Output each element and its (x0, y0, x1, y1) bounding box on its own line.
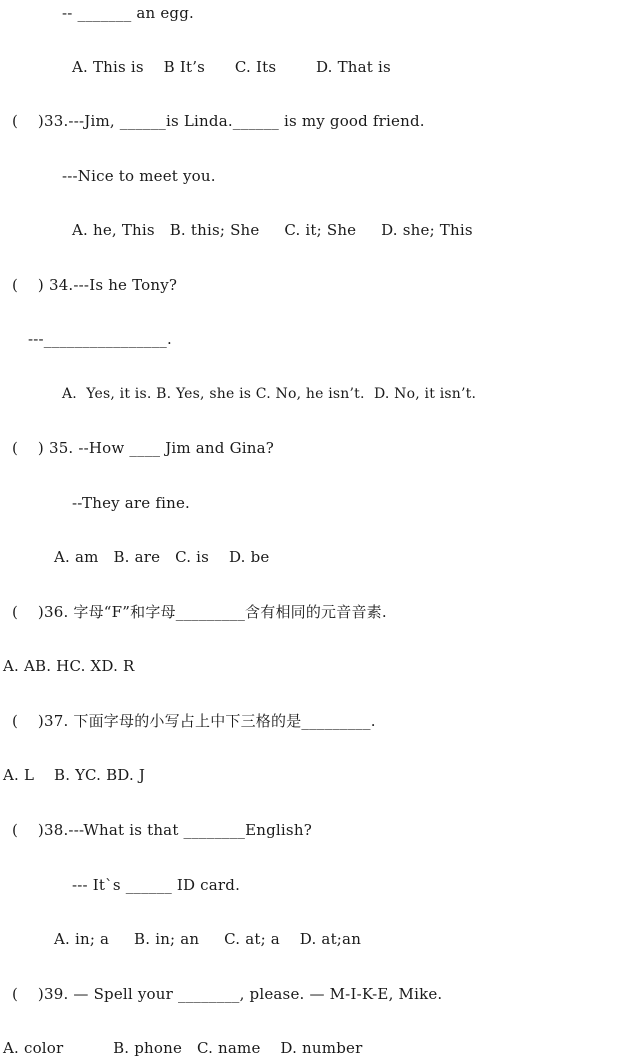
q32-options: A. This is B It’s C. Its D. That is (72, 58, 391, 76)
q34-question: ( ) 34.---Is he Tony? (12, 276, 178, 294)
q36-options: A. AB. HC. XD. R (3, 657, 135, 675)
q36-question: ( )36. 字母“F”和字母_________含有相同的元音音素. (12, 603, 387, 621)
q39-question: ( )39. — Spell your ________, please. — M-I-K-E, Mike. (12, 985, 443, 1003)
q33-response: ---Nice to meet you. (62, 167, 216, 185)
q37-options: A. L B. YC. BD. J (3, 766, 146, 784)
q33-question: ( )33.---Jim, ______is Linda.______ is my good friend. (12, 112, 425, 130)
q34-response: ---________________. (28, 330, 172, 348)
q35-response: --They are fine. (72, 494, 190, 512)
q34-options: A. Yes, it is. B. Yes, she is C. No, he isn’t. D. No, it isn’t. (62, 386, 477, 402)
q32-answer-prompt: -- _______ an egg. (62, 4, 194, 22)
q35-question: ( ) 35. --How ____ Jim and Gina? (12, 439, 274, 457)
q38-question: ( )38.---What is that ________English? (12, 821, 312, 839)
q33-options: A. he, This B. this; She C. it; She D. she; This (72, 221, 473, 239)
q37-question: ( )37. 下面字母的小写占上中下三格的是_________. (12, 712, 376, 730)
q38-response: --- It`s ______ ID card. (72, 876, 241, 894)
q38-options: A. in; a B. in; an C. at; a D. at;an (54, 930, 362, 948)
q35-options: A. am B. are C. is D. be (54, 548, 270, 566)
q39-options: A. color B. phone C. name D. number (3, 1039, 363, 1057)
